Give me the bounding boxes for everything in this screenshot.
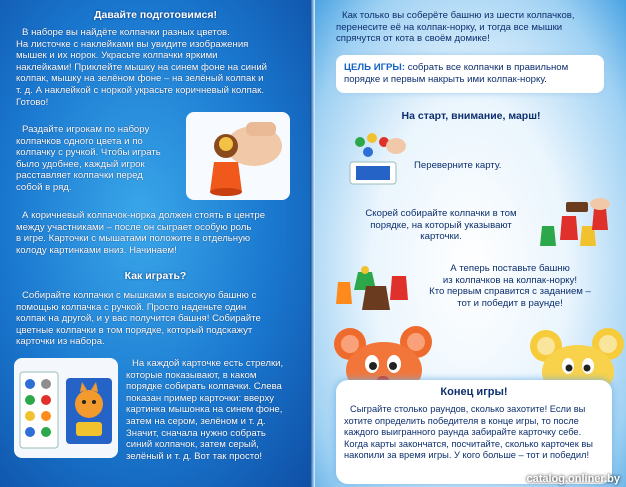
- card-example-photo: [14, 358, 118, 458]
- hand-cup-photo: [186, 112, 290, 200]
- watermark: catalog.onliner.by: [526, 473, 620, 485]
- distribute-text: Раздайте игрокам по набору колпачков одного цвета и по колпачку с ручкой. Чтобы играть было удобнее, каждый игрок расставляет колпачки перед собой в ряд.: [16, 124, 161, 193]
- step2-text: Скорей собирайте колпачки в том порядке, на который указывают карточки.: [365, 208, 517, 243]
- prep-text: В наборе вы найдёте колпачки разных цветов. На листочке с наклейками вы увидите изображения мышек и их норок. Украсьте колпачки яркими наклейками! Приклейте мышку на синем фоне на синий колпак, мышку на зелёном фоне – на зелёный колпак и т. д. А наклейкой с норкой украсьте коричневый колпак. Готово!: [16, 27, 268, 108]
- collect-caps-photo: [536, 196, 612, 252]
- page-fold: [310, 0, 315, 487]
- tower-on-hole-photo: [336, 256, 412, 312]
- brown-cap-text: А коричневый колпачок-норка должен стоять в центре между участниками – после он сыграет особую роль в игре. Карточки с мышатами положите в отдельную колоду картинками вниз. Начинаем!: [16, 210, 266, 256]
- intro-text: Как только вы соберёте башню из шести колпачков, перенесите её на колпак-норку, и тогда все мышки спрячутся от кота в своём домике!: [336, 10, 575, 45]
- end-game-text: Сыграйте столько раундов, сколько захотите! Если вы хотите определить победителя в конце игры, то после каждого выигранного раунда забирайте карточку себе. Когда карты закончатся, посчитайте, сколько карточек вы накопили за время игры. У кого больше – тот и победил!: [344, 404, 593, 461]
- how-to-play-text: Собирайте колпачки с мышками в высокую башню с помощью колпачка с ручкой. Просто наденьте один колпак на другой, и у вас получится башня! Собирайте цветные колпачки в том порядке, который подскажут карточки из набора.: [16, 290, 261, 348]
- prep-title: Давайте подготовимся!: [94, 9, 217, 21]
- start-title: На старт, внимание, марш!: [401, 110, 541, 122]
- goal-text: ЦЕЛЬ ИГРЫ: собрать все колпачки в правильном порядке и первым накрыть ими колпак-норку.: [344, 62, 569, 85]
- end-game-title: Конец игры!: [440, 386, 508, 398]
- step1-text: Переверните карту.: [414, 160, 502, 171]
- card-explain-text: На каждой карточке есть стрелки, которые показывают, в каком порядке собирать колпачки. Слева показан пример карточки: вверху картинка мышонка на синем фоне, затем на сером, зелёном и т. д. Значит, сначала нужно собрать синий колпачок, затем серый, зелёный и т. д. Вот так просто!: [126, 358, 284, 462]
- flip-card-photo: [346, 128, 408, 190]
- goal-label: ЦЕЛЬ ИГРЫ:: [344, 62, 406, 73]
- step3-text: А теперь поставьте башню из колпачков на колпак-норку! Кто первым справится с заданием – тот и победит в раунде!: [429, 263, 591, 309]
- how-to-play-title: Как играть?: [124, 270, 187, 282]
